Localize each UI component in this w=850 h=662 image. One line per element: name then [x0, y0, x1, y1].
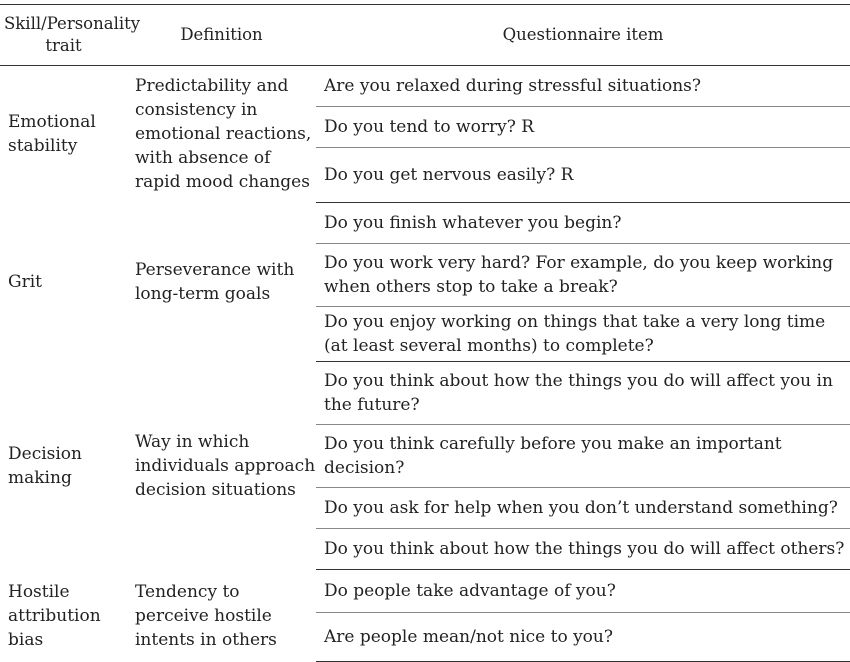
- questionnaire-item: Do you think about how the things you do will affect you in the future?: [316, 362, 850, 425]
- skill-cell: Emotional stability: [8, 112, 96, 157]
- header-row: [0, 5, 850, 66]
- table-row: [0, 203, 850, 244]
- questionnaire-item: Are people mean/not nice to you?: [316, 613, 850, 662]
- skill-cell: Decision making: [8, 443, 82, 488]
- definition-cell: Perseverance with long-term goals: [135, 260, 295, 304]
- questionnaire-item: Do you ask for help when you don’t understand something?: [316, 488, 850, 529]
- questionnaire-item: Do you work very hard? For example, do you keep working when others stop to take a break?: [316, 244, 850, 307]
- definition-cell: Tendency to perceive hostile intents in others: [135, 581, 277, 650]
- questionnaire-item: Are you relaxed during stressful situations?: [316, 66, 850, 107]
- header-questionnaire-item: Questionnaire item: [316, 5, 850, 66]
- table-row: [0, 570, 850, 613]
- table-row: [0, 362, 850, 425]
- definition-cell: Way in which individuals approach decision situations: [135, 431, 316, 500]
- questionnaire-item: Do you finish whatever you begin?: [316, 203, 850, 244]
- questionnaire-item: Do people take advantage of you?: [316, 570, 850, 613]
- definition-cell: Predictability and consistency in emotional reactions, with absence of rapid mood changes: [135, 76, 312, 193]
- header-definition: Definition: [127, 5, 316, 66]
- questionnaire-item: Do you think about how the things you do will affect others?: [316, 529, 850, 570]
- traits-table: [0, 4, 850, 662]
- questionnaire-item: Do you tend to worry? R: [316, 107, 850, 148]
- table-row: [0, 66, 850, 107]
- header-skill: Skill/Personality trait: [0, 5, 127, 66]
- questionnaire-item: Do you enjoy working on things that take a very long time (at least several months) to complete?: [316, 307, 850, 362]
- questionnaire-item: Do you think carefully before you make an important decision?: [316, 425, 850, 488]
- skill-cell: Hostile attribution bias: [8, 581, 101, 650]
- skill-cell: Grit: [8, 272, 42, 292]
- questionnaire-item: Do you get nervous easily? R: [316, 148, 850, 203]
